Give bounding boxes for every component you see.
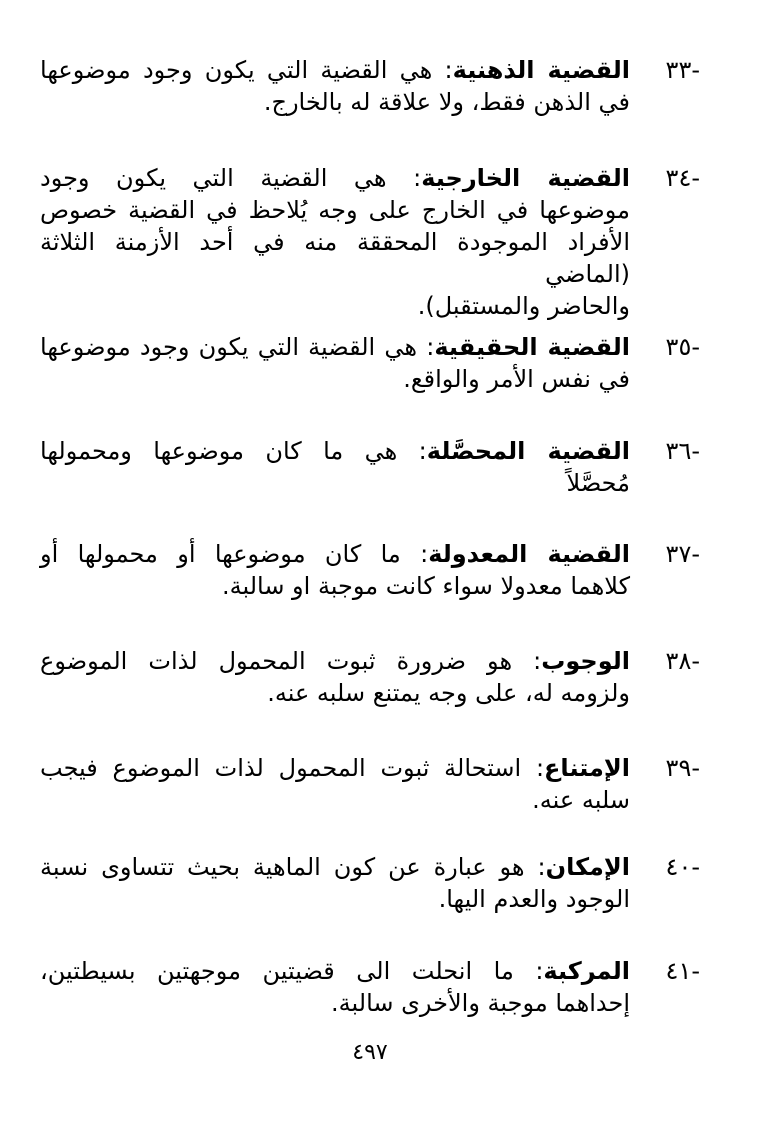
entry-continuation-line: سلبه عنه.	[532, 786, 630, 814]
entry-definition	[40, 162, 630, 194]
entry-continuation-line: مُحصَّلاً	[566, 469, 630, 497]
entry-definition	[40, 54, 630, 86]
entry-first-line	[40, 162, 700, 194]
page-number: ٤٩٧	[352, 1040, 388, 1065]
entry-definition-text: : هي القضية التي يكون وجود موضوعها	[40, 333, 435, 361]
entry-definition-text: : ما كان موضوعها أو محمولها أو	[40, 540, 429, 568]
entry-definition	[40, 955, 630, 987]
entry-number: -٣٨	[665, 647, 700, 675]
entry-definition-text: : استحالة ثبوت المحمول لذات الموضوع فيجب	[40, 754, 545, 782]
entry-definition	[40, 752, 630, 784]
entry-continuation-line: ولزومه له، على وجه يمتنع سلبه عنه.	[267, 679, 630, 707]
entry-definition-text: : هي القضية التي يكون وجود	[40, 164, 422, 192]
definition-entry-37	[40, 538, 700, 602]
entry-term: القضية المحصَّلة	[426, 437, 630, 465]
definition-entry-36	[40, 435, 700, 499]
entry-continuation-line: موضوعها في الخارج على وجه يُلاحظ في القضية خصوص	[40, 196, 630, 224]
entry-continuation-line: الأفراد الموجودة المحققة منه في أحد الأزمنة الثلاثة (الماضي	[40, 228, 630, 288]
entry-definition-text: : ما انحلت الى قضيتين موجهتين بسيطتين،	[40, 957, 544, 985]
entry-number: -٣٥	[665, 333, 700, 361]
entry-definition	[40, 331, 630, 363]
entry-first-line	[40, 645, 700, 677]
entry-term: القضية الخارجية	[421, 164, 630, 192]
entry-continuation-line: كلاهما معدولا سواء كانت موجبة او سالبة.	[221, 572, 630, 600]
entry-term: القضية الحقيقية	[434, 333, 630, 361]
entry-definition	[40, 851, 630, 883]
entry-term: الإمتناع	[544, 754, 630, 782]
entry-first-line	[40, 538, 700, 570]
entry-continuation-line: إحداهما موجبة والأخرى سالبة.	[331, 989, 630, 1017]
entry-term: المركبة	[543, 957, 630, 985]
entry-definition	[40, 645, 630, 677]
entry-number: -٣٣	[665, 56, 700, 84]
entry-first-line	[40, 435, 700, 467]
entry-definition-text: : هو عبارة عن كون الماهية بحيث تتساوى نسبة	[40, 853, 546, 881]
entry-continuation-line: الوجود والعدم اليها.	[438, 885, 630, 913]
document-page	[40, 0, 700, 1124]
entry-number: -٣٧	[665, 540, 700, 568]
entry-term: القضية المعدولة	[428, 540, 630, 568]
entry-continuation-line: في نفس الأمر والواقع.	[403, 365, 630, 393]
entry-first-line	[40, 752, 700, 784]
definition-entry-35	[40, 331, 700, 395]
entry-number: -٤١	[665, 957, 700, 985]
definition-entry-34	[40, 162, 700, 322]
entry-first-line	[40, 54, 700, 86]
entry-term: الوجوب	[541, 647, 630, 675]
definition-entry-41	[40, 955, 700, 1019]
entry-definition	[40, 435, 630, 467]
entry-number: -٤٠	[665, 853, 700, 881]
entry-definition-text: : هي ما كان موضوعها ومحمولها	[40, 437, 427, 465]
entry-first-line	[40, 955, 700, 987]
entry-continuation-line: في الذهن فقط، ولا علاقة له بالخارج.	[263, 88, 630, 116]
entry-definition	[40, 538, 630, 570]
entry-term: الإمكان	[545, 853, 630, 881]
entry-continuation-line: والحاضر والمستقبل).	[417, 292, 630, 320]
entry-number: -٣٤	[665, 164, 700, 192]
entry-number: -٣٦	[665, 437, 700, 465]
definition-entry-40	[40, 851, 700, 915]
entry-number: -٣٩	[665, 754, 700, 782]
definition-entry-38	[40, 645, 700, 709]
definition-entry-33	[40, 54, 700, 118]
entry-definition-text: : هو ضرورة ثبوت المحمول لذات الموضوع	[40, 647, 542, 675]
definition-entry-39	[40, 752, 700, 816]
entry-term: القضية الذهنية	[452, 56, 631, 84]
entry-definition-text: : هي القضية التي يكون وجود موضوعها	[40, 56, 453, 84]
entry-first-line	[40, 331, 700, 363]
entry-first-line	[40, 851, 700, 883]
